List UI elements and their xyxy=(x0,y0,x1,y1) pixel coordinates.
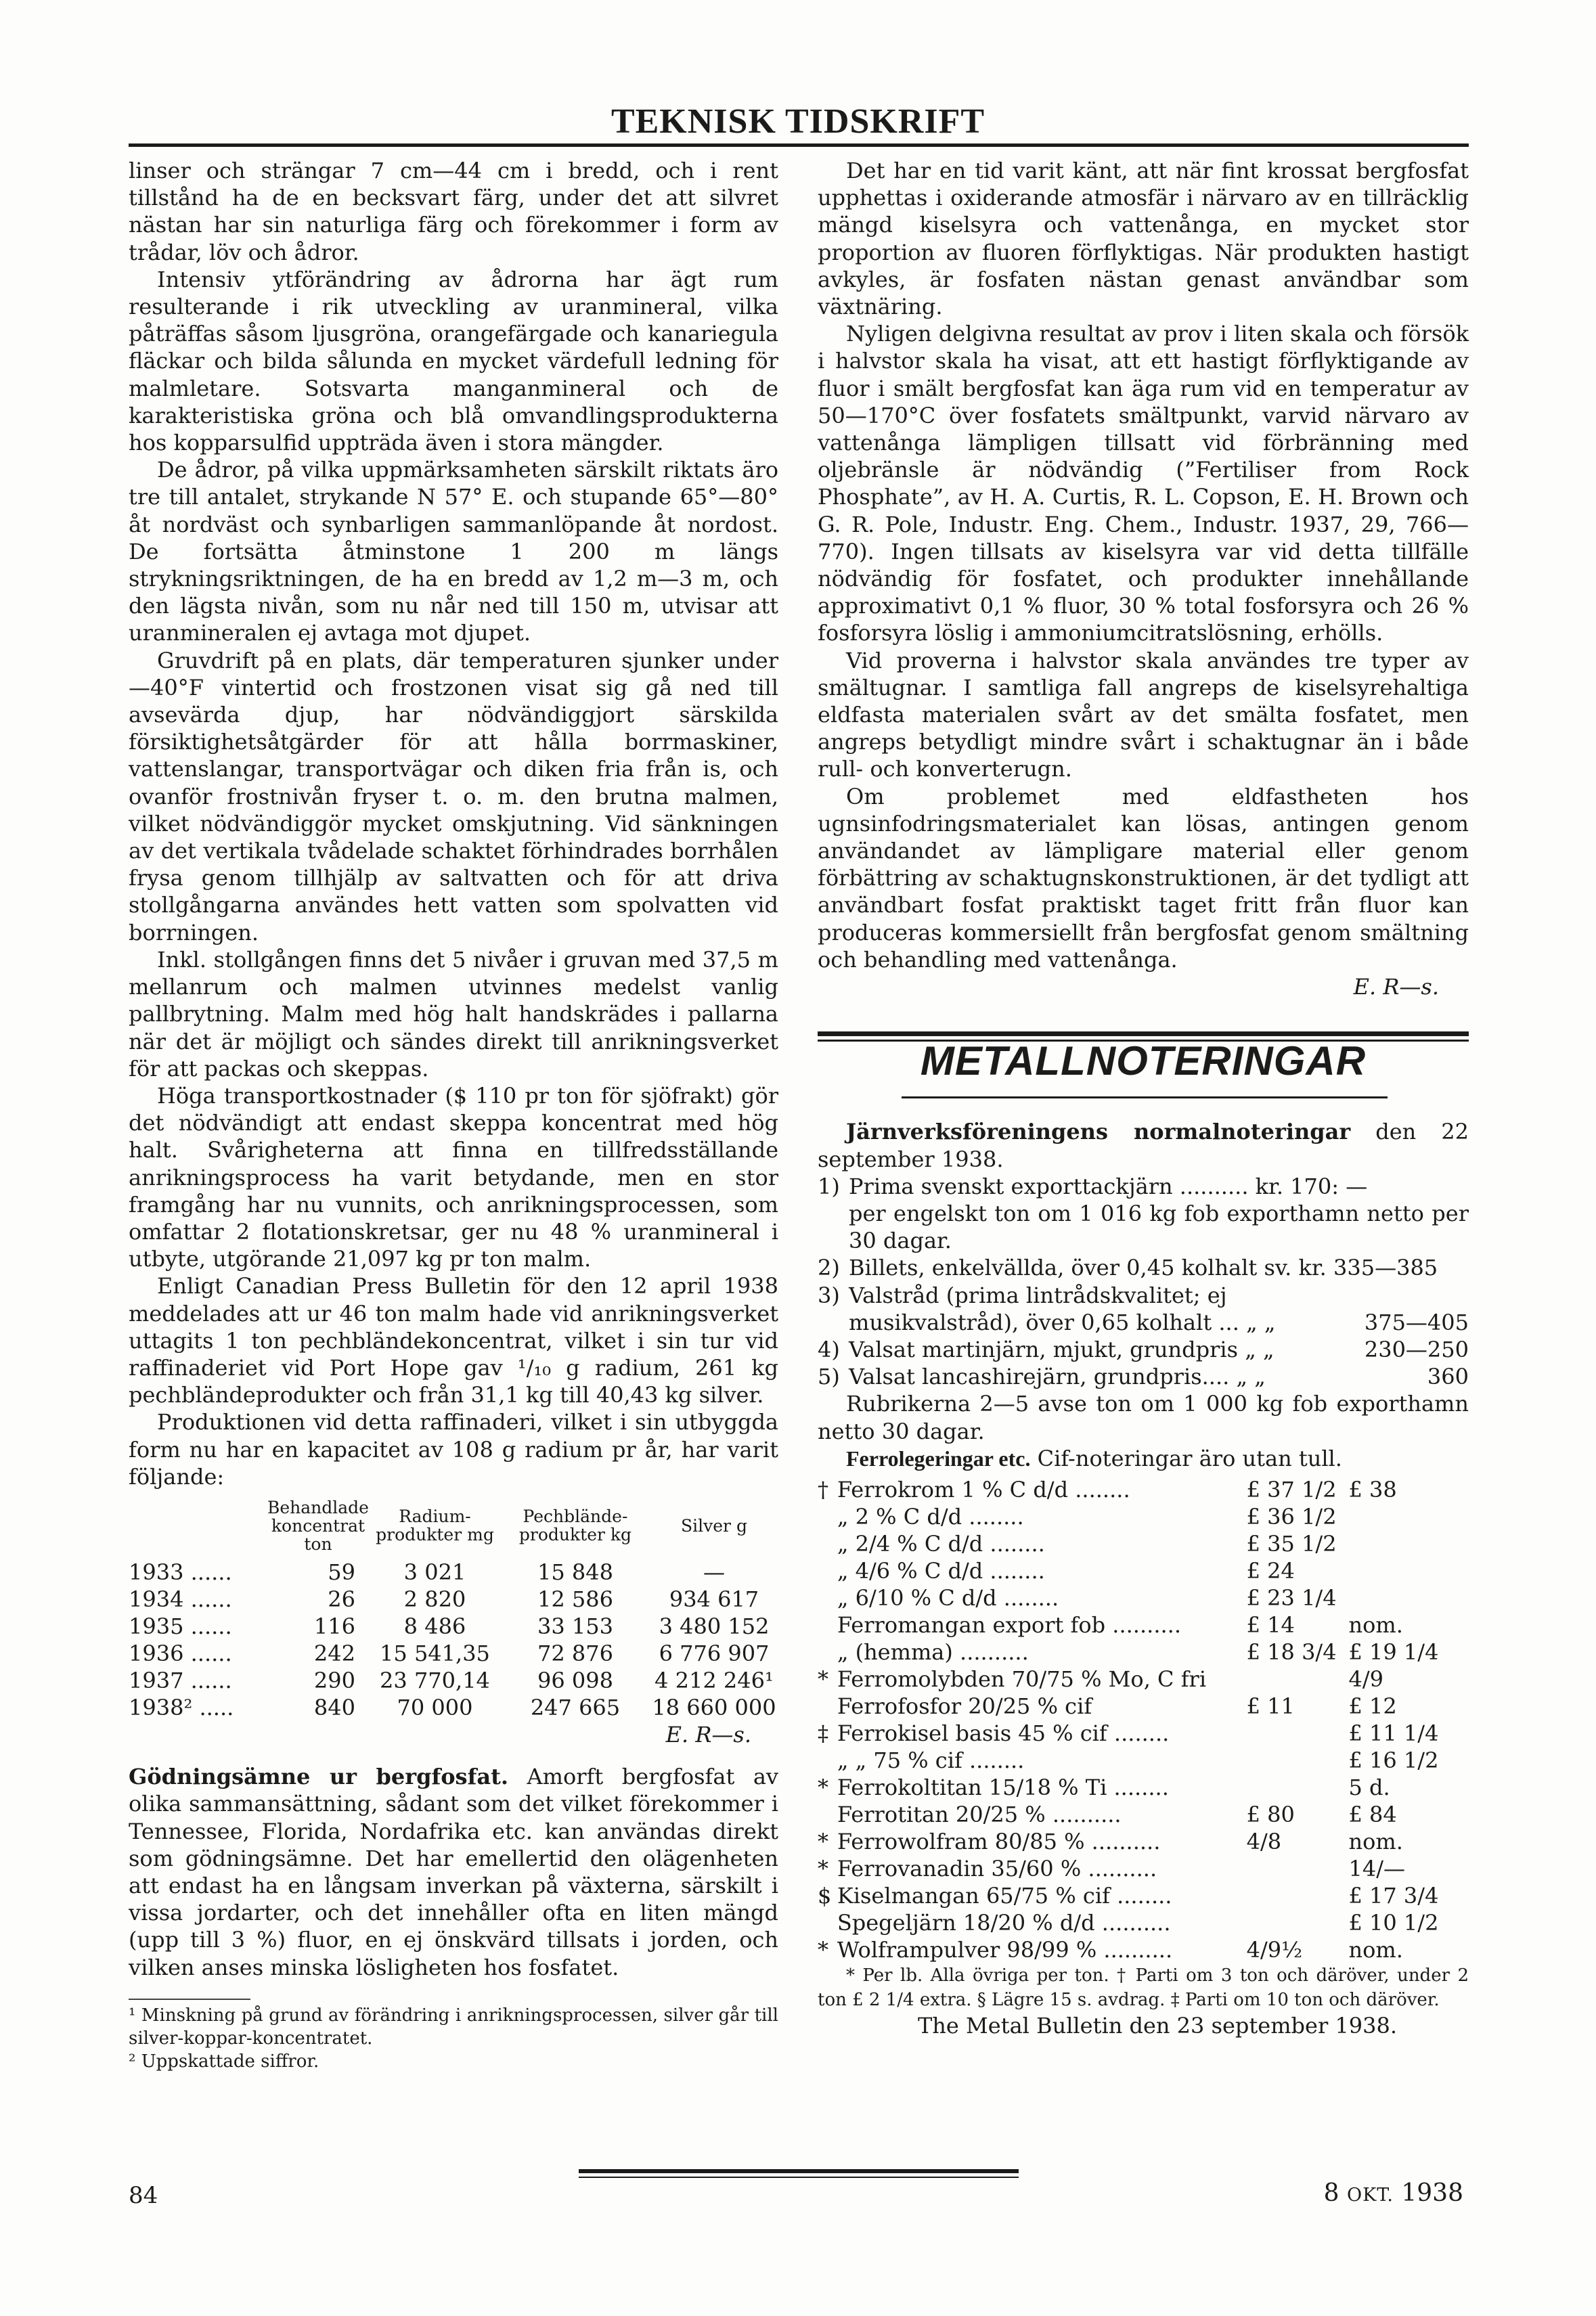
production-table xyxy=(129,1498,778,1721)
table-cell: £ 18 3/4 xyxy=(1246,1639,1337,1665)
paragraph: Intensiv ytförändring av ådrorna har ägt rum resulterande i rik utveckling av uranmineral, vilka påträffas såsom ljusgröna, orangefärgade och kanariegula fläckar och bilda sålunda en mycket värdefull ledning för malmletare. Sotsvarta manganmineral och de karakteristiska gröna och blå omvandlingsprodukterna hos kopparsulfid uppträda även i stora mängder. xyxy=(129,266,778,456)
table-row xyxy=(818,1909,1469,1936)
table-cell: £ 80 xyxy=(1246,1801,1295,1827)
table-header: Behandlade koncentrat ton xyxy=(267,1497,369,1554)
table-cell xyxy=(1349,1503,1469,1530)
table-cell: £ 37 1/2 xyxy=(1246,1476,1337,1502)
table-cell: Ferrowolfram 80/85 % .......... xyxy=(837,1828,1161,1854)
table-cell: 1935 ...... xyxy=(129,1613,232,1639)
issue-date xyxy=(1324,2179,1463,2207)
table-cell: „ (hemma) .......... xyxy=(837,1639,1029,1665)
footer-rule xyxy=(579,2177,1019,2178)
table-cell: 1937 ...... xyxy=(129,1667,232,1693)
table-cell: 3 021 xyxy=(403,1559,466,1585)
ferro-heading-bold: Ferrolegeringar etc. xyxy=(846,1446,1031,1471)
table-cell: £ 11 1/4 xyxy=(1348,1720,1439,1746)
table-cell xyxy=(818,1801,837,1828)
list-text-wrap xyxy=(849,1336,1469,1363)
paragraph: Inkl. stollgången finns det 5 nivåer i gruvan med 37,5 m mellanrum och malmen utvinnes medelst vanlig pallbrytning. Malm med hög halt handskrädes i pallarna när det är möjligt och sändes direkt till anrikningsverket för att packas och skeppas. xyxy=(129,946,778,1082)
table-row xyxy=(818,1530,1469,1557)
price-notes: * Per lb. Alla övriga per ton. † Parti om 3 ton och däröver, under 2 ton £ 2 1/4 extra. § Lägre 15 s. avdrag. ‡ Parti om 10 ton och däröver. xyxy=(818,1965,1469,2010)
issue-year: 1938 xyxy=(1401,2179,1463,2207)
table-row xyxy=(129,1586,778,1613)
table-cell: £ 12 xyxy=(1348,1693,1397,1719)
table-cell: £ 16 1/2 xyxy=(1348,1747,1439,1773)
table-cell: „ 2 % C d/d ........ xyxy=(837,1503,1024,1530)
table-row xyxy=(129,1694,778,1721)
table-cell: 4/8 xyxy=(1246,1828,1282,1854)
table-cell: 1934 ...... xyxy=(129,1586,232,1612)
left-column xyxy=(129,157,778,2073)
banner-underline xyxy=(902,1096,1388,1098)
list-value: 230—250 xyxy=(1364,1336,1469,1362)
list-number: 5) xyxy=(818,1364,840,1390)
table-cell: * xyxy=(818,1936,828,1963)
list-number: 3) xyxy=(818,1282,840,1308)
table-cell: Spegeljärn 18/20 % d/d .......... xyxy=(837,1909,1171,1936)
paragraph: Om problemet med eldfastheten hos ugnsinfodringsmaterialet kan lösas, antingen genom användandet av lämpligare material eller genom förbättring av schaktugnskonstruktionen, är det tydligt att användbart fosfat praktiskt taget fritt från fluor kan produceras kommersiellt från bergfosfat genom smältning och behandling med vattenånga. xyxy=(818,783,1469,973)
table-cell xyxy=(1349,1584,1469,1611)
table-cell xyxy=(818,1639,837,1666)
table-cell xyxy=(1247,1882,1349,1909)
table-cell: 18 660 000 xyxy=(652,1694,776,1720)
section-banner xyxy=(818,1031,1469,1091)
table-cell xyxy=(818,1503,837,1530)
paragraph: Gruvdrift på en plats, där temperaturen sjunker under —40°F vintertid och frostzonen visat sig gå ned till avsevärda djup, har nödvändiggjort särskilda försiktighetsåtgärder för att hålla borrmaskiner, vattenslangar, transportvägar och diken fria från is, och ovanför frostnivån fryser t. o. m. den brutna malmen, vilket nödvändiggör mycket omskjutning. Vid sänkningen av det vertikala tvådelade schaktet förhindrades borrhålen frysa genom tillhjälp av saltvatten och för att driva stollgångarna användes hett vatten som spolvatten vid borrningen. xyxy=(129,647,778,945)
table-cell: 8 486 xyxy=(403,1613,466,1639)
table-cell: £ 35 1/2 xyxy=(1246,1530,1337,1557)
list-text: Prima svenskt exporttackjärn .......... kr. 170: — xyxy=(849,1173,1368,1199)
table-cell: £ 23 1/4 xyxy=(1246,1584,1337,1611)
list-number xyxy=(818,1309,849,1336)
header-rule xyxy=(129,143,1469,147)
table-cell: 4 212 246¹ xyxy=(655,1667,774,1693)
paragraph: linser och strängar 7 cm—44 cm i bredd, och i rent tillstånd ha de en becksvart färg, under det att silvret nästan har sin naturliga färg och förekommer i form av trådar, löv och ådror. xyxy=(129,158,778,265)
table-cell: * xyxy=(818,1855,828,1881)
paragraph: De ådror, på vilka uppmärksamheten särskilt riktats äro tre till antalet, strykande N 57° E. och stupande 65°—80° åt nordväst och synbarligen sammanlöpande åt nordost. De fortsätta åtminstone 1 200 m längs strykningsriktningen, de ha en bredd av 1,2 m—3 m, och den lägsta nivån, som nu når ned till 150 m, utvisar att uranmineralen ej avtaga mot djupet. xyxy=(129,457,778,646)
table-row xyxy=(818,1855,1469,1882)
table-row xyxy=(818,1693,1469,1720)
list-number: 1) xyxy=(818,1173,840,1199)
list-item xyxy=(818,1282,1469,1309)
table-header: Silver g xyxy=(681,1515,747,1536)
table-header: Pechblände-produkter kg xyxy=(518,1507,632,1545)
table-cell: 3 480 152 xyxy=(659,1613,770,1639)
table-row xyxy=(818,1801,1469,1828)
table-cell: „ 6/10 % C d/d ........ xyxy=(837,1584,1059,1611)
table-cell: „ 4/6 % C d/d ........ xyxy=(837,1557,1045,1584)
list-item xyxy=(818,1309,1469,1336)
table-cell: 2 820 xyxy=(403,1586,466,1612)
table-cell xyxy=(1247,1720,1349,1747)
table-cell: nom. xyxy=(1348,1611,1403,1638)
table-cell: * xyxy=(818,1828,828,1854)
section-heading: Gödningsämne ur bergfosfat. xyxy=(129,1764,508,1790)
table-row xyxy=(818,1557,1469,1584)
table-cell: Ferromangan export fob .......... xyxy=(837,1611,1181,1638)
list-text: per engelskt ton om 1 016 kg fob exporthamn netto per 30 dagar. xyxy=(849,1200,1469,1254)
table-cell: 96 098 xyxy=(537,1667,613,1693)
table-cell: £ 38 xyxy=(1348,1476,1397,1502)
table-cell: 4/9 xyxy=(1348,1666,1383,1692)
table-cell xyxy=(818,1611,837,1639)
list-value: 375—405 xyxy=(1364,1309,1469,1335)
table-row xyxy=(818,1747,1469,1774)
issue-month: OKT. xyxy=(1346,2185,1394,2206)
list-value: 360 xyxy=(1427,1364,1469,1390)
issue-day: 8 xyxy=(1323,2179,1339,2207)
table-cell: Ferrotitan 20/25 % .......... xyxy=(837,1801,1122,1827)
table-cell: 242 xyxy=(313,1640,355,1666)
table-header xyxy=(129,1498,267,1559)
paragraph: Höga transportkostnader ($ 110 pr ton för sjöfrakt) gör det nödvändigt att endast skeppa koncentrat med hög halt. Svårigheterna att finna en tillfredsställande anrikningsprocess ha varit betydande, men en stor framgång har nu vunnits, och anrikningsprocessen, som omfattar 2 flotationskretsar, ger nu 48 % uranmineral i utbyte, utgörande 21,097 kg pr ton malm. xyxy=(129,1082,778,1272)
table-cell: 70 000 xyxy=(397,1694,473,1720)
list-text-wrap xyxy=(849,1363,1469,1390)
table-cell: 14/— xyxy=(1348,1855,1405,1881)
table-cell: 15 541,35 xyxy=(380,1640,490,1666)
table-row xyxy=(818,1720,1469,1747)
table-cell: Ferrokrom 1 % C d/d ........ xyxy=(837,1476,1130,1502)
list-text: Valsat lancashirejärn, grundpris.... „ „ xyxy=(849,1364,1266,1390)
table-row xyxy=(129,1559,778,1586)
table-cell: 72 876 xyxy=(537,1640,613,1666)
page-number: 84 xyxy=(129,2182,158,2209)
table-row xyxy=(818,1584,1469,1611)
ferro-heading xyxy=(818,1445,1469,1472)
table-cell: * xyxy=(818,1774,828,1800)
list-text-wrap xyxy=(849,1254,1469,1281)
paragraph xyxy=(818,1118,1469,1172)
table-row xyxy=(818,1882,1469,1909)
table-cell xyxy=(1247,1774,1349,1801)
table-cell: £ 19 1/4 xyxy=(1348,1639,1439,1665)
signature: E. R—s. xyxy=(1353,974,1439,1000)
table-cell xyxy=(818,1693,837,1720)
footnote: ² Uppskattade siffror. xyxy=(129,2051,319,2072)
table-row xyxy=(129,1640,778,1667)
table-cell: £ 14 xyxy=(1246,1611,1295,1638)
paragraph-text: Amorft bergfosfat av olika sammansättning, sådant som det vilket förekommer i Tennessee, Florida, Nordafrika etc. kan användas direkt som gödningsämne. Det har emellertid den olägenheten att endast ha en långsam inverkan på växterna, särskilt i vissa jordarter, och det innehåller ofta en liten mängd (upp till 3 %) fluor, en ej önskvärd tillsats i jorden, och vilken anses minska lösligheten hos fosfatet. xyxy=(129,1764,779,1980)
table-cell: 59 xyxy=(328,1559,355,1585)
table-cell: nom. xyxy=(1348,1828,1403,1854)
table-cell xyxy=(818,1909,837,1936)
table-cell xyxy=(818,1584,837,1611)
table-cell: 4/9½ xyxy=(1246,1936,1303,1963)
table-cell: „ 2/4 % C d/d ........ xyxy=(837,1530,1045,1557)
footnote: ¹ Minskning på grund av förändring i anrikningsprocessen, silver går till silver-koppar-koncentratet. xyxy=(129,2005,778,2049)
table-cell: £ 17 3/4 xyxy=(1348,1882,1439,1909)
table-cell: Kiselmangan 65/75 % cif ........ xyxy=(837,1882,1172,1909)
footnote-rule xyxy=(129,1999,250,2000)
table-cell: „ „ 75 % cif ........ xyxy=(837,1747,1025,1773)
table-row xyxy=(129,1613,778,1640)
table-cell: Ferrofosfor 20/25 % cif xyxy=(837,1693,1092,1719)
table-cell xyxy=(1247,1909,1349,1936)
list-item xyxy=(818,1200,1469,1254)
table-row xyxy=(818,1476,1469,1503)
list-text-wrap xyxy=(849,1173,1469,1200)
journal-title: TEKNISK TIDSKRIFT xyxy=(611,102,985,141)
signature: E. R—s. xyxy=(665,1721,751,1747)
table-row xyxy=(818,1639,1469,1666)
list-item xyxy=(818,1173,1469,1200)
list-text: Valstråd (prima lintrådskvalitet; ej xyxy=(849,1282,1227,1308)
table-cell xyxy=(818,1557,837,1584)
table-row xyxy=(818,1774,1469,1801)
table-cell: 290 xyxy=(313,1667,355,1693)
table-cell: £ 10 1/2 xyxy=(1348,1909,1439,1936)
table-row xyxy=(818,1611,1469,1639)
section-title: METALLNOTERINGAR xyxy=(920,1038,1367,1084)
table-row xyxy=(818,1503,1469,1530)
list-text-wrap xyxy=(849,1200,1469,1254)
table-cell: 6 776 907 xyxy=(659,1640,770,1666)
table-cell: 23 770,14 xyxy=(380,1667,490,1693)
table-header-row xyxy=(129,1498,778,1559)
table-cell: 5 d. xyxy=(1348,1774,1390,1800)
footer-rule xyxy=(579,2169,1019,2173)
table-cell: — xyxy=(703,1559,725,1585)
table-row xyxy=(818,1828,1469,1855)
table-row xyxy=(818,1666,1469,1693)
table-cell: £ 84 xyxy=(1348,1801,1397,1827)
norm-heading-tail: den 22 september 1938. xyxy=(818,1119,1469,1172)
table-cell: 26 xyxy=(328,1586,355,1612)
ferro-table xyxy=(818,1476,1469,1963)
paragraph: Vid proverna i halvstor skala användes tre typer av smältugnar. I samtliga fall angreps de kiselsyrehaltiga eldfasta materialen svårt av det smälta fosfatet, men angreps betydligt mindre svårt i schaktugnar än i både rull- och konverterugn. xyxy=(818,647,1469,782)
list-item xyxy=(818,1254,1469,1281)
table-cell xyxy=(1349,1530,1469,1557)
table-cell xyxy=(818,1747,837,1774)
table-cell xyxy=(818,1530,837,1557)
paragraph: Det har en tid varit känt, att när fint krossat bergfosfat upphettas i oxiderande atmosfär i närvaro av en tillräcklig mängd kiselsyra och vattenånga, en mycket stor proportion av fluoren förflyktigas. När produkten hastigt avkyles, är fosfaten nästan genast användbar som växtnäring. xyxy=(818,158,1469,320)
table-cell: ‡ xyxy=(818,1720,828,1746)
table-cell: 840 xyxy=(313,1694,355,1720)
table-header: Radium-produkter mg xyxy=(376,1507,494,1545)
table-cell: 934 617 xyxy=(669,1586,759,1612)
table-cell: £ 36 1/2 xyxy=(1246,1503,1337,1530)
table-cell: 15 848 xyxy=(537,1559,613,1585)
table-cell: $ xyxy=(818,1882,832,1909)
table-row xyxy=(818,1936,1469,1963)
table-cell: Wolframpulver 98/99 % .......... xyxy=(837,1936,1173,1963)
right-column xyxy=(818,157,1469,2039)
norm-heading: Järnverksföreningens normalnoteringar xyxy=(846,1119,1351,1145)
list-number xyxy=(818,1200,849,1254)
source-credit: The Metal Bulletin den 23 september 1938. xyxy=(917,2012,1398,2039)
table-cell: † xyxy=(818,1476,828,1502)
list-text-wrap xyxy=(849,1282,1469,1309)
paragraph: Enligt Canadian Press Bulletin för den 12 april 1938 meddelades att ur 46 ton malm hade vid anrikningsverket uttagits 1 ton pechbländekoncentrat, vilket i sin tur vid raffinaderiet vid Port Hope gav ¹/₁₀ g radium, 261 kg pechbländeprodukter och från 31,1 kg till 40,43 kg silver. xyxy=(129,1273,778,1408)
paragraph: Nyligen delgivna resultat av prov i liten skala och försök i halvstor skala ha visat, att ett hastigt förflyktigande av fluor i smält bergfosfat kan äga rum vid en temperatur av 50—170°C över fosfatets smältpunkt, varvid närvaro av vattenånga lämpligen tillsatt vid förbränning med oljebränsle är nödvändig (”Fertiliser from Rock Phosphate”, av H. A. Curtis, R. L. Copson, E. H. Brown och G. R. Pole, Industr. Eng. Chem., Industr. 1937, 29, 766—770). Ingen tillsats av kiselsyra var vid detta tillfälle nödvändig för fosfatet, och produkter innehållande approximativt 0,1 % fluor, 30 % total fosforsyra och 26 % fosforsyra löslig i ammoniumcitratslösning, erhölls. xyxy=(818,321,1469,646)
paragraph xyxy=(129,1763,778,1981)
list-number: 2) xyxy=(818,1255,840,1281)
list-text: Valsat martinjärn, mjukt, grundpris „ „ xyxy=(849,1336,1274,1362)
table-cell: 12 586 xyxy=(537,1586,613,1612)
table-cell: 247 665 xyxy=(530,1694,621,1720)
list-text: musikvalstråd), över 0,65 kolhalt ... „ „ xyxy=(849,1309,1276,1335)
list-number: 4) xyxy=(818,1336,840,1362)
list-item xyxy=(818,1363,1469,1390)
table-cell: £ 24 xyxy=(1246,1557,1295,1584)
table-cell: 116 xyxy=(313,1613,355,1639)
table-cell: Ferrokoltitan 15/18 % Ti ........ xyxy=(837,1774,1169,1800)
table-cell: 1938² ..... xyxy=(129,1694,234,1720)
list-item xyxy=(818,1336,1469,1363)
table-cell: Ferrovanadin 35/60 % .......... xyxy=(837,1855,1157,1881)
table-cell: £ 11 xyxy=(1246,1693,1295,1719)
list-text-wrap xyxy=(849,1309,1469,1336)
list-text: Billets, enkelvällda, över 0,45 kolhalt sv. kr. 335—385 xyxy=(849,1255,1438,1281)
ferro-heading-tail: Cif-noteringar äro utan tull. xyxy=(1030,1445,1342,1471)
table-cell xyxy=(1247,1666,1349,1693)
table-cell: Ferromolybden 70/75 % Mo, C fri xyxy=(837,1666,1207,1692)
table-row xyxy=(129,1667,778,1694)
table-cell: nom. xyxy=(1348,1936,1403,1963)
table-cell xyxy=(1349,1557,1469,1584)
table-cell: * xyxy=(818,1666,828,1692)
table-cell: 1933 ...... xyxy=(129,1559,232,1585)
norm-list xyxy=(818,1173,1469,1391)
table-cell xyxy=(1247,1747,1349,1774)
table-cell: 33 153 xyxy=(537,1613,613,1639)
paragraph: Rubrikerna 2—5 avse ton om 1 000 kg fob exporthamn netto 30 dagar. xyxy=(818,1391,1469,1444)
table-cell xyxy=(1247,1855,1349,1882)
paragraph: Produktionen vid detta raffinaderi, vilket i sin utbyggda form nu har en kapacitet av 108 g radium pr år, har varit följande: xyxy=(129,1409,778,1490)
table-cell: Ferrokisel basis 45 % cif ........ xyxy=(837,1720,1170,1746)
banner-rule xyxy=(818,1031,1469,1036)
table-cell: 1936 ...... xyxy=(129,1640,232,1666)
